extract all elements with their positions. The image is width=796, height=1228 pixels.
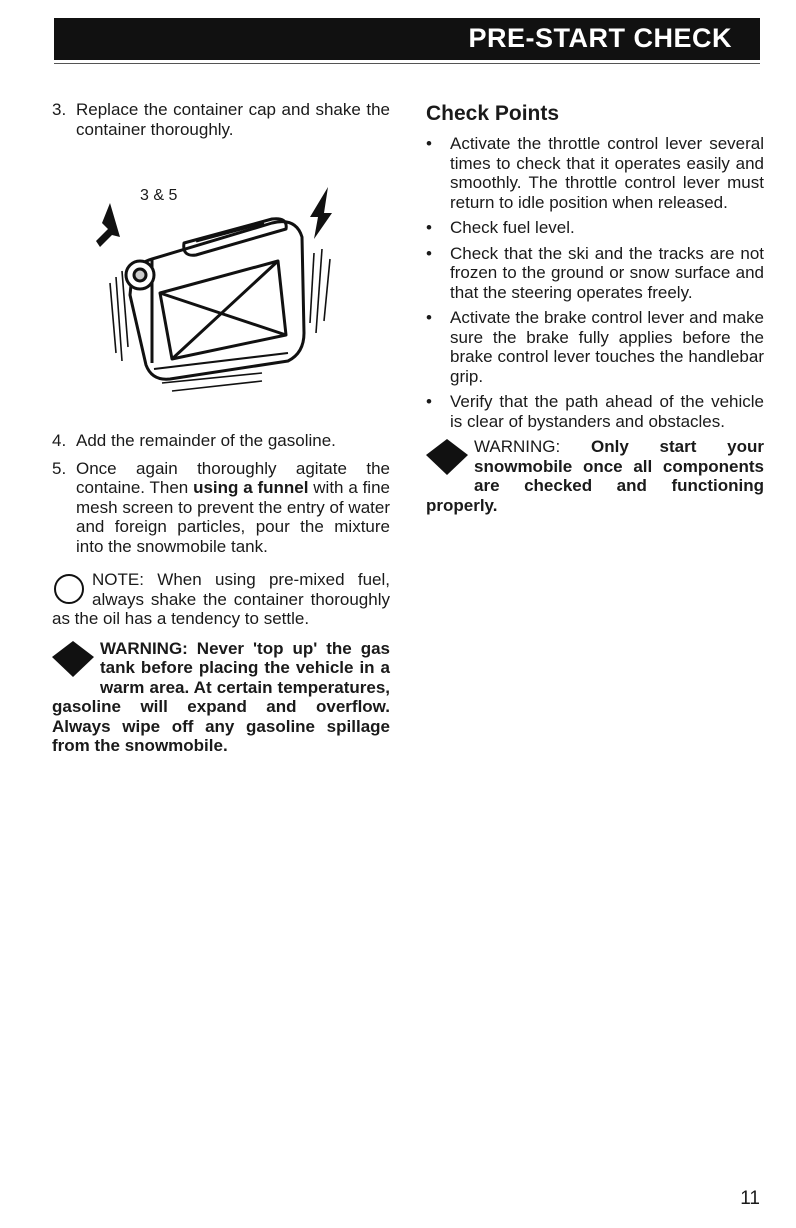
list-item <box>426 134 764 212</box>
note-circle-icon <box>52 572 86 606</box>
jerrycan-shake-illustration <box>92 183 352 423</box>
list-item-text: Check that the ski and the tracks are not frozen to the ground or snow surface and that the steering operates freely. <box>450 243 764 302</box>
list-item <box>426 218 764 238</box>
page-title: PRE-START CHECK <box>468 23 732 53</box>
note-label: NOTE: <box>92 570 144 589</box>
step-text: Add the remainder of the gasoline. <box>76 431 336 450</box>
header-bar <box>54 18 760 60</box>
right-column <box>426 100 764 515</box>
list-item-text: Check fuel level. <box>450 218 575 237</box>
list-item <box>426 392 764 431</box>
bullet-icon: • <box>426 392 432 411</box>
page-number: 11 <box>740 1188 760 1209</box>
warning-diamond-icon <box>50 639 96 679</box>
list-item <box>426 244 764 303</box>
list-item-text: Activate the brake control lever and make sure the brake fully applies before the brake control lever touches the handlebar grip. <box>450 308 764 386</box>
note-text: When using pre-mixed fuel, always shake the container thoroughly as the oil has a tendency to settle. <box>52 570 390 628</box>
step-4 <box>52 431 390 451</box>
bullet-icon: • <box>426 243 432 263</box>
section-title: Check Points <box>426 102 560 125</box>
warning-label: WARNING: <box>474 437 561 456</box>
step-text: Replace the container cap and shake the container thoroughly. <box>76 100 390 139</box>
bullet-icon: • <box>426 308 432 327</box>
step-number: 5. <box>52 458 67 478</box>
step-3 <box>52 100 390 139</box>
figure-label: 3 & 5 <box>140 187 178 204</box>
note-block <box>52 570 390 629</box>
warning-text: WARNING: Never 'top up' the gas tank before placing the vehicle in a warm area. At certain temperatures, gasoline will expand and overflow. Always wipe off any gasoline spillage from the snowmobile. <box>52 638 390 755</box>
list-item-text: Activate the throttle control lever several times to check that it operates easily and smoothly. The throttle control lever must return to idle position when released. <box>450 134 764 212</box>
check-points-list <box>426 134 764 431</box>
step-number: 4. <box>52 431 67 450</box>
step-text-bold: using a funnel <box>193 478 309 497</box>
list-item <box>426 308 764 386</box>
bullet-icon: • <box>426 134 432 153</box>
header-rule <box>54 63 760 64</box>
step-number: 3. <box>52 100 67 119</box>
step-5 <box>52 459 390 557</box>
warning-diamond-icon <box>424 437 470 477</box>
warning-block-left <box>52 639 390 756</box>
step-text <box>76 459 390 557</box>
list-item-text: Verify that the path ahead of the vehicle is clear of bystanders and obstacles. <box>450 392 764 431</box>
left-column <box>52 100 390 756</box>
warning-block-right <box>426 437 764 515</box>
step-text-part: Once again thoroughly agitate the containe. Then <box>76 458 390 497</box>
step-text-part: with a fine mesh screen to prevent the entry of water and foreign particles, pour the mixture into the snowmobile tank. <box>76 478 390 556</box>
jerrycan-icon <box>92 183 352 423</box>
warning-text: Only start your snowmobile once all components are checked and functioning properly. <box>426 437 764 515</box>
bullet-icon: • <box>426 218 432 237</box>
